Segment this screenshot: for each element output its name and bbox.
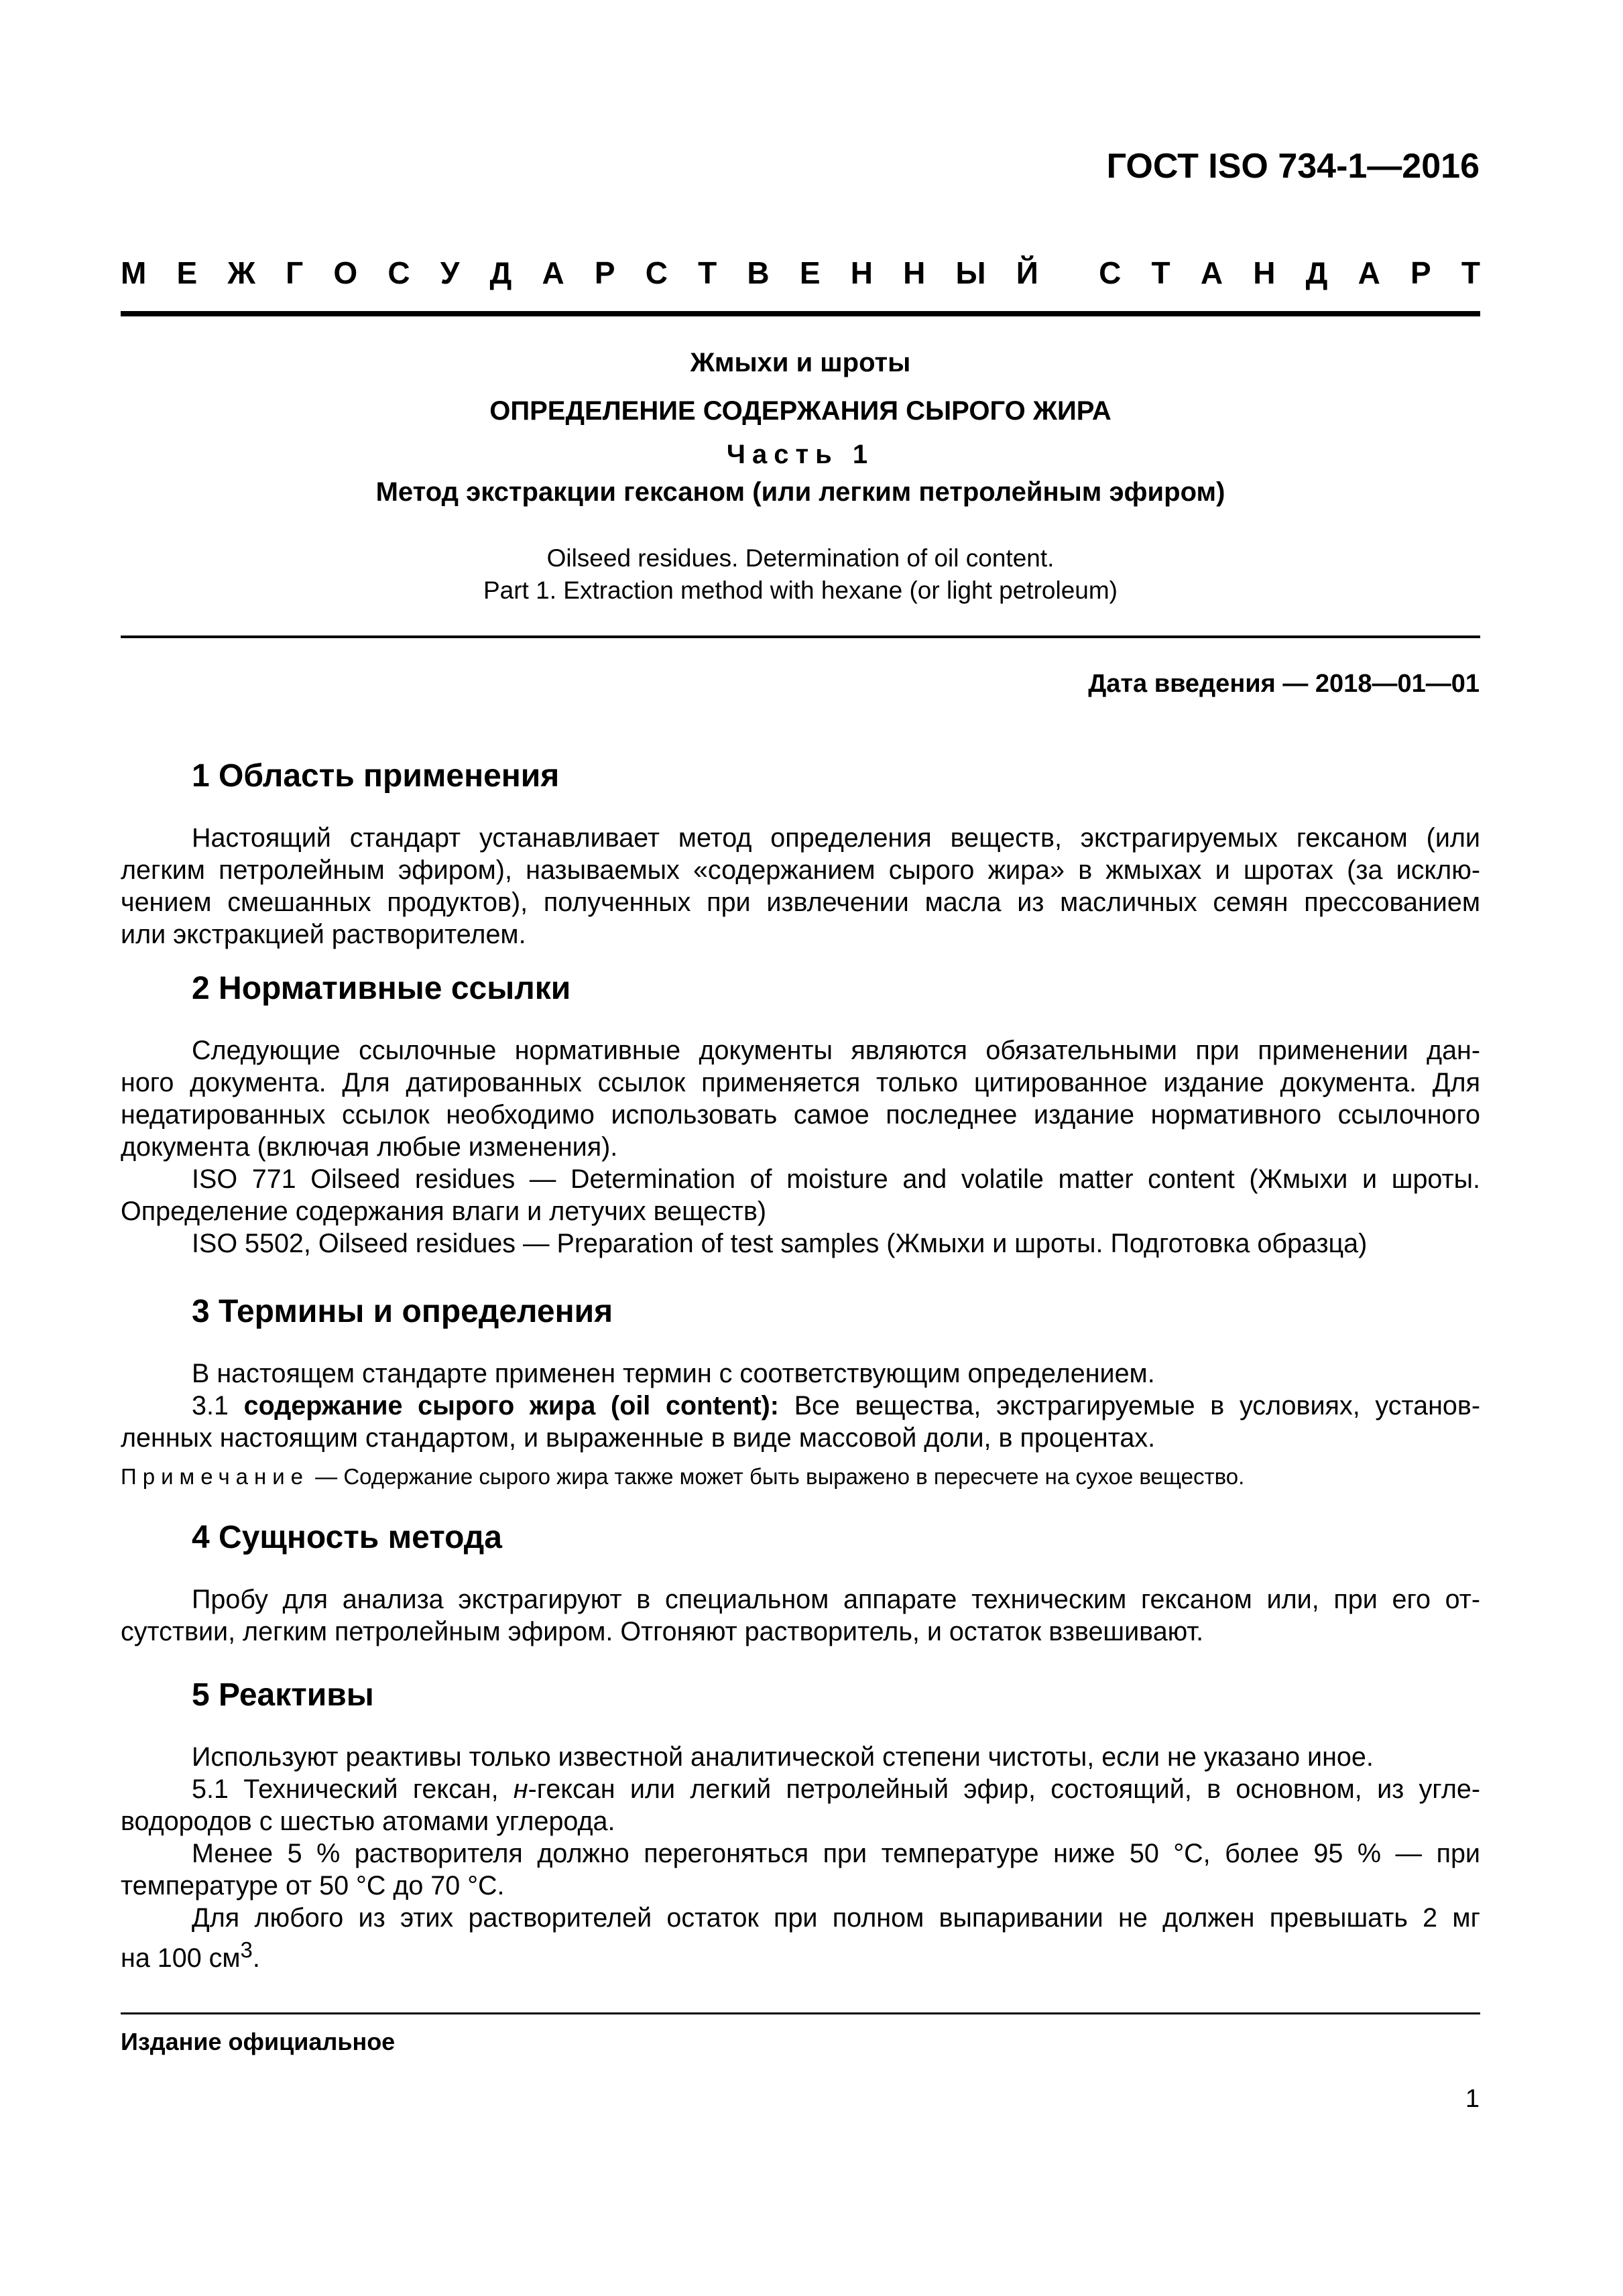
heading-letter: М bbox=[121, 255, 147, 290]
note bbox=[121, 1464, 1480, 1490]
interstate-standard-heading bbox=[121, 255, 1480, 291]
section-4-body bbox=[121, 1583, 1480, 1648]
heading-letter: У bbox=[440, 255, 460, 290]
text-line: Пробу для анализа экстрагируют в специальном аппарате техническим гексаном или, при его от- bbox=[192, 1585, 1480, 1614]
text-line: ISO 5502, Oilseed residues — Preparation of test samples (Жмыхи и шроты. Подготовка образца) bbox=[192, 1229, 1368, 1258]
superscript: 3 bbox=[240, 1937, 253, 1962]
term-name: содержание сырого жира (oil content): bbox=[243, 1391, 779, 1421]
heading-letter: В bbox=[747, 255, 770, 290]
text-line: Менее 5 % растворителя должно перегоняться при температуре ниже 50 °С, более 95 % — при bbox=[192, 1839, 1480, 1868]
text-line: документа (включая любые изменения). bbox=[121, 1132, 618, 1162]
section-2-body bbox=[121, 1034, 1480, 1260]
text-line: температуре от 50 °С до 70 °С. bbox=[121, 1871, 505, 1900]
section-2-heading: 2 Нормативные ссылки bbox=[192, 971, 571, 1006]
section-3-heading: 3 Термины и определения bbox=[192, 1294, 613, 1329]
heading-letter: С bbox=[1099, 255, 1122, 290]
heading-letter: Д bbox=[1305, 255, 1328, 290]
heading-letter: Ж bbox=[227, 255, 255, 290]
heading-letter: А bbox=[542, 255, 564, 290]
heading-letter: Д bbox=[489, 255, 512, 290]
section-4-heading: 4 Сущность метода bbox=[192, 1520, 502, 1555]
heading-letter: Т bbox=[1151, 255, 1170, 290]
heading-letter: С bbox=[387, 255, 410, 290]
section-5-body bbox=[121, 1741, 1480, 1974]
section-5-heading: 5 Реактивы bbox=[192, 1677, 374, 1713]
text-line: недатированных ссылок необходимо использовать самое последнее издание нормативного ссылочного bbox=[121, 1100, 1480, 1130]
section-1-heading: 1 Область применения bbox=[192, 758, 560, 794]
heading-letter: Н bbox=[903, 255, 926, 290]
term-text: Все вещества, экстрагируемые в условиях, установ- bbox=[778, 1391, 1481, 1421]
text-line: Определение содержания влаги и летучих веществ) bbox=[121, 1197, 767, 1226]
text-line: водородов с шестью атомами углерода. bbox=[121, 1807, 615, 1836]
heading-letter: Т bbox=[698, 255, 717, 290]
section-1-body bbox=[121, 822, 1480, 951]
text-line: Следующие ссылочные нормативные документы являются обязательными при применении дан- bbox=[192, 1036, 1480, 1065]
text-line: сутствии, легким петролейным эфиром. Отгоняют растворитель, и остаток взвешивают. bbox=[121, 1617, 1204, 1646]
text-fragment: -гексан или легкий петролейный эфир, состоящий, в основном, из угле- bbox=[528, 1774, 1480, 1804]
text-line: легким петролейным эфиром), называемых «содержанием сырого жира» в жмыхах и шротах (за исклю- bbox=[121, 855, 1480, 885]
heading-letter: Е bbox=[799, 255, 821, 290]
heading-letter: Н bbox=[1253, 255, 1276, 290]
heading-letter: Н bbox=[850, 255, 873, 290]
heading-letter: Г bbox=[286, 255, 304, 290]
title-line-4: Метод экстракции гексаном (или легким петролейным эфиром) bbox=[375, 477, 1225, 507]
section-3-body bbox=[121, 1357, 1480, 1454]
standard-number: ГОСТ ISO 734-1—2016 bbox=[1106, 147, 1480, 186]
introduction-date: Дата введения — 2018—01—01 bbox=[1088, 670, 1480, 698]
term-definition-line bbox=[121, 1390, 1480, 1422]
edition-label: Издание официальное bbox=[121, 2028, 396, 2055]
heading-letter: Р bbox=[594, 255, 615, 290]
text-line: ного документа. Для датированных ссылок применяется только цитированное издание документа. Для bbox=[121, 1068, 1480, 1097]
title-line-1: Жмыхи и шроты bbox=[690, 348, 911, 377]
text-line: или экстракцией растворителем. bbox=[121, 920, 526, 949]
page-number: 1 bbox=[1465, 2085, 1480, 2113]
heading-letter: С bbox=[645, 255, 668, 290]
heading-letter: А bbox=[1358, 255, 1380, 290]
title-rule bbox=[121, 636, 1480, 638]
text-line: В настоящем стандарте применен термин с соответствующим определением. bbox=[192, 1359, 1155, 1388]
text-line: ISO 771 Oilseed residues — Determination of moisture and volatile matter content (Жмыхи и шроты. bbox=[192, 1164, 1480, 1194]
text-fragment: 5.1 Технический гексан, bbox=[192, 1774, 514, 1804]
text-line bbox=[121, 1773, 1480, 1805]
heading-letter: Т bbox=[1461, 255, 1480, 290]
heading-letter: Е bbox=[176, 255, 198, 290]
footer-rule bbox=[121, 2012, 1480, 2014]
text-line: Используют реактивы только известной аналитической степени чистоты, если не указано иное. bbox=[192, 1742, 1374, 1772]
text-line bbox=[121, 1934, 1480, 1974]
text-fragment: . bbox=[252, 1943, 260, 1974]
title-part: Часть 1 bbox=[726, 440, 875, 469]
english-title-2: Part 1. Extraction method with hexane (or light petroleum) bbox=[483, 577, 1118, 604]
heading-letter: Й bbox=[1016, 255, 1038, 290]
heading-letter: О bbox=[333, 255, 358, 290]
note-label: Примечание bbox=[121, 1464, 310, 1489]
text-line: ленных настоящим стандартом, и выраженные в виде массовой доли, в процентах. bbox=[121, 1423, 1156, 1453]
text-line: Для любого из этих растворителей остаток при полном выпаривании не должен превышать 2 мг bbox=[192, 1903, 1480, 1933]
term-number: 3.1 bbox=[192, 1391, 244, 1421]
text-line: Настоящий стандарт устанавливает метод определения веществ, экстрагируемых гексаном (или bbox=[192, 823, 1480, 853]
header-rule bbox=[121, 311, 1480, 316]
note-text: — Содержание сырого жира также может быть выражено в пересчете на сухое вещество. bbox=[309, 1464, 1245, 1489]
title-line-2: ОПРЕДЕЛЕНИЕ СОДЕРЖАНИЯ СЫРОГО ЖИРА bbox=[489, 396, 1111, 426]
heading-letter: Ы bbox=[955, 255, 986, 290]
text-line: чением смешанных продуктов), полученных при извлечении масла из масличных семян прессованием bbox=[121, 888, 1480, 917]
text-fragment: на 100 см bbox=[121, 1943, 241, 1974]
english-title-1: Oilseed residues. Determination of oil content. bbox=[546, 544, 1055, 572]
italic-fragment: н bbox=[513, 1774, 528, 1804]
heading-letter: Р bbox=[1410, 255, 1431, 290]
heading-letter: А bbox=[1200, 255, 1223, 290]
